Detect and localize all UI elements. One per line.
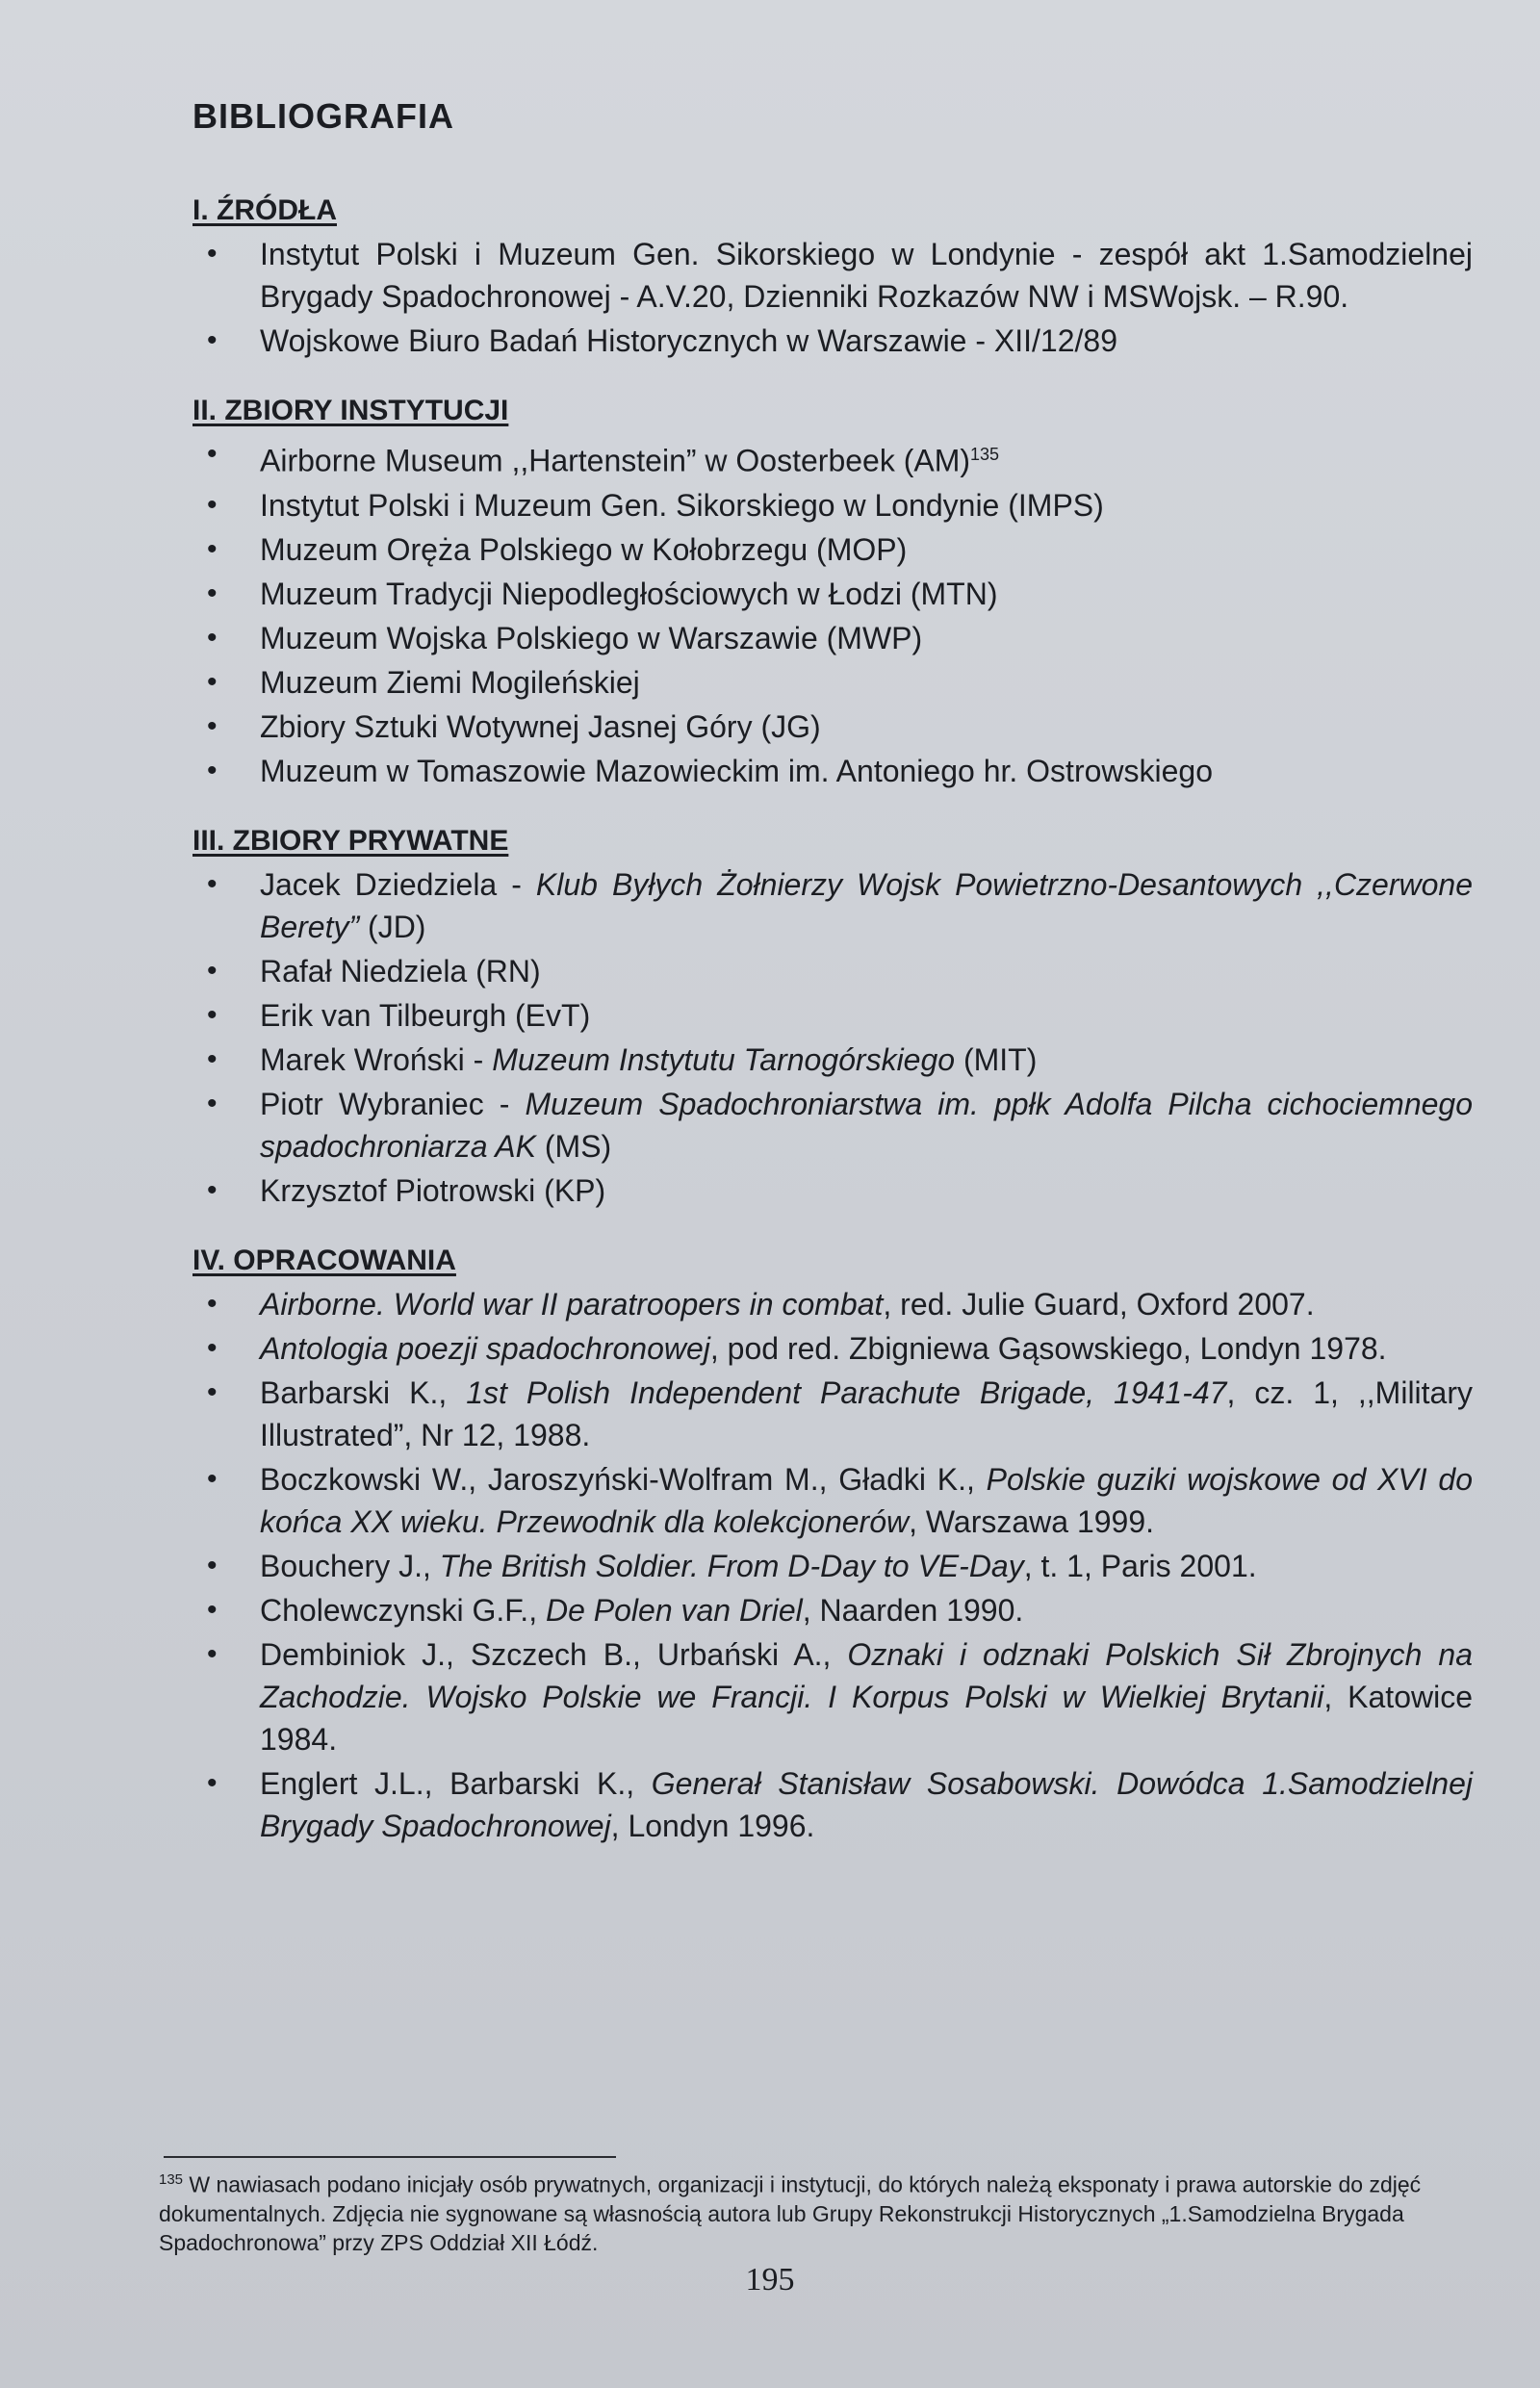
footnote-ref: 135 bbox=[970, 445, 1000, 464]
bibliography-list bbox=[192, 233, 1473, 362]
entry-text: Piotr Wybraniec - bbox=[260, 1086, 526, 1121]
entry-text: Wojskowe Biuro Badań Historycznych w Warszawie - XII/12/89 bbox=[260, 323, 1117, 358]
bibliography-entry bbox=[260, 233, 1473, 318]
entry-text: Muzeum w Tomaszowie Mazowieckim im. Antoniego hr. Ostrowskiego bbox=[260, 753, 1213, 788]
bibliography-entry bbox=[260, 1327, 1473, 1370]
section-heading: II. ZBIORY INSTYTUCJI bbox=[192, 395, 509, 426]
entry-text: Airborne Museum ,,Hartenstein” w Oosterbeek (AM) bbox=[260, 443, 971, 478]
entry-text: Muzeum Ziemi Mogileńskiej bbox=[260, 664, 640, 700]
bibliography-entry bbox=[260, 433, 1473, 482]
entry-text: , red. Julie Guard, Oxford 2007. bbox=[883, 1286, 1315, 1322]
bibliography-entry bbox=[260, 1762, 1473, 1847]
entry-text: Jacek Dziedziela - bbox=[260, 866, 536, 902]
entry-text: Muzeum Tradycji Niepodległościowych w Łodzi (MTN) bbox=[260, 576, 998, 611]
bibliography-list bbox=[192, 863, 1473, 1212]
section-heading: III. ZBIORY PRYWATNE bbox=[192, 824, 509, 857]
entry-text: (JD) bbox=[359, 909, 426, 944]
entry-title: Antologia poezji spadochronowej bbox=[260, 1330, 710, 1366]
bibliography-sections bbox=[192, 194, 1473, 1847]
entry-text: Marek Wroński - bbox=[260, 1041, 493, 1077]
entry-text: , t. 1, Paris 2001. bbox=[1023, 1548, 1257, 1583]
entry-text: , cz. 1, ,,Military Illustrated”, Nr 12, 1988. bbox=[260, 1374, 1473, 1452]
entry-text: Bouchery J., bbox=[260, 1548, 440, 1583]
footnote bbox=[159, 2166, 1468, 2257]
footnote-divider bbox=[164, 2156, 616, 2158]
entry-text: Instytut Polski i Muzeum Gen. Sikorskiego w Londynie (IMPS) bbox=[260, 487, 1104, 523]
section bbox=[192, 825, 1473, 1212]
entry-text: , Londyn 1996. bbox=[610, 1808, 815, 1843]
entry-text: Erik van Tilbeurgh (EvT) bbox=[260, 997, 591, 1033]
bibliography-entry bbox=[260, 863, 1473, 948]
bibliography-entry bbox=[260, 1083, 1473, 1168]
entry-title: Oznaki i odznaki Polskich Sił Zbrojnych na Zachodzie. Wojsko Polskie we Francji. I Korpus Polski w Wielkiej Brytanii bbox=[260, 1636, 1474, 1714]
bibliography-entry bbox=[260, 1589, 1473, 1631]
bibliography-entry bbox=[260, 573, 1473, 615]
entry-title: Muzeum Instytutu Tarnogórskiego bbox=[492, 1041, 956, 1077]
bibliography-entry bbox=[260, 1283, 1473, 1325]
entry-text: , Katowice 1984. bbox=[260, 1679, 1474, 1757]
bibliography-list bbox=[192, 1283, 1473, 1847]
bibliography-entry bbox=[260, 1169, 1473, 1212]
entry-text: Dembiniok J., Szczech B., Urbański A., bbox=[260, 1636, 848, 1672]
bibliography-entry bbox=[260, 1372, 1473, 1456]
entry-text: Boczkowski W., Jaroszyński-Wolfram M., Gładki K., bbox=[260, 1461, 987, 1497]
section-heading: IV. OPRACOWANIA bbox=[192, 1244, 456, 1276]
entry-text: Instytut Polski i Muzeum Gen. Sikorskiego w Londynie - zespół akt 1.Samodzielnej Brygady Spadochronowej - A.V.20, Dzienniki Rozkazów NW i MSWojsk. – R.90. bbox=[260, 237, 1473, 314]
entry-text: , Naarden 1990. bbox=[802, 1592, 1024, 1628]
entry-text: Barbarski K., bbox=[260, 1374, 467, 1410]
entry-text: Cholewczynski G.F., bbox=[260, 1592, 546, 1628]
entry-text: Krzysztof Piotrowski (KP) bbox=[260, 1172, 606, 1208]
bibliography-entry bbox=[260, 950, 1473, 992]
bibliography-entry bbox=[260, 661, 1473, 704]
section-heading: I. ŹRÓDŁA bbox=[192, 194, 337, 226]
bibliography-entry bbox=[260, 528, 1473, 571]
bibliography-entry bbox=[260, 320, 1473, 362]
entry-title: De Polen van Driel bbox=[545, 1592, 803, 1628]
bibliography-entry bbox=[260, 750, 1473, 792]
entry-text: Zbiory Sztuki Wotywnej Jasnej Góry (JG) bbox=[260, 708, 821, 744]
bibliography-entry bbox=[260, 617, 1473, 659]
entry-title: The British Soldier. From D-Day to VE-Day bbox=[439, 1548, 1024, 1583]
section bbox=[192, 395, 1473, 792]
bibliography-entry bbox=[260, 1545, 1473, 1587]
entry-text: Muzeum Oręża Polskiego w Kołobrzegu (MOP) bbox=[260, 531, 908, 567]
section bbox=[192, 194, 1473, 362]
bibliography-entry bbox=[260, 1458, 1473, 1543]
page-title: BIBLIOGRAFIA bbox=[192, 96, 454, 136]
bibliography-entry bbox=[260, 484, 1473, 526]
page-number: 195 bbox=[745, 2262, 795, 2298]
bibliography-entry bbox=[260, 1633, 1473, 1760]
bibliography-entry bbox=[260, 1039, 1473, 1081]
entry-text: (MS) bbox=[535, 1128, 612, 1164]
entry-text: , Warszawa 1999. bbox=[909, 1503, 1155, 1539]
entry-title: Airborne. World war II paratroopers in combat bbox=[260, 1286, 884, 1322]
entry-text: (MIT) bbox=[955, 1041, 1038, 1077]
entry-title: Generał Stanisław Sosabowski. Dowódca 1.Samodzielnej Brygady Spadochronowej bbox=[260, 1765, 1473, 1843]
entry-text: , pod red. Zbigniewa Gąsowskiego, Londyn 1978. bbox=[709, 1330, 1387, 1366]
section bbox=[192, 1245, 1473, 1847]
entry-title: Muzeum Spadochroniarstwa im. ppłk Adolfa Pilcha cichociemnego spadochroniarza AK bbox=[260, 1086, 1473, 1164]
footnote-marker: 135 bbox=[159, 2171, 184, 2188]
footnote-text: W nawiasach podano inicjały osób prywatnych, organizacji i instytucji, do których należą eksponaty i prawa autorskie do zdjęć dokumentalnych. Zdjęcia nie sygnowane są własnością autora lub Grupy Rekonstrukcji Historycznych „1.Samodzielna Brygada Spadochronowa” przy ZPS Oddział XII Łódź. bbox=[159, 2171, 1422, 2255]
entry-text: Englert J.L., Barbarski K., bbox=[260, 1765, 652, 1801]
page-content bbox=[192, 96, 1473, 1849]
entry-title: 1st Polish Independent Parachute Brigade, 1941-47 bbox=[466, 1374, 1227, 1410]
entry-text: Muzeum Wojska Polskiego w Warszawie (MWP) bbox=[260, 620, 923, 655]
entry-title: Klub Byłych Żołnierzy Wojsk Powietrzno-Desantowych ,,Czerwone Berety” bbox=[260, 866, 1474, 944]
bibliography-list bbox=[192, 433, 1473, 792]
entry-text: Rafał Niedziela (RN) bbox=[260, 953, 541, 989]
entry-title: Polskie guziki wojskowe od XVI do końca XX wieku. Przewodnik dla kolekcjonerów bbox=[260, 1461, 1474, 1539]
bibliography-entry bbox=[260, 994, 1473, 1037]
bibliography-entry bbox=[260, 706, 1473, 748]
